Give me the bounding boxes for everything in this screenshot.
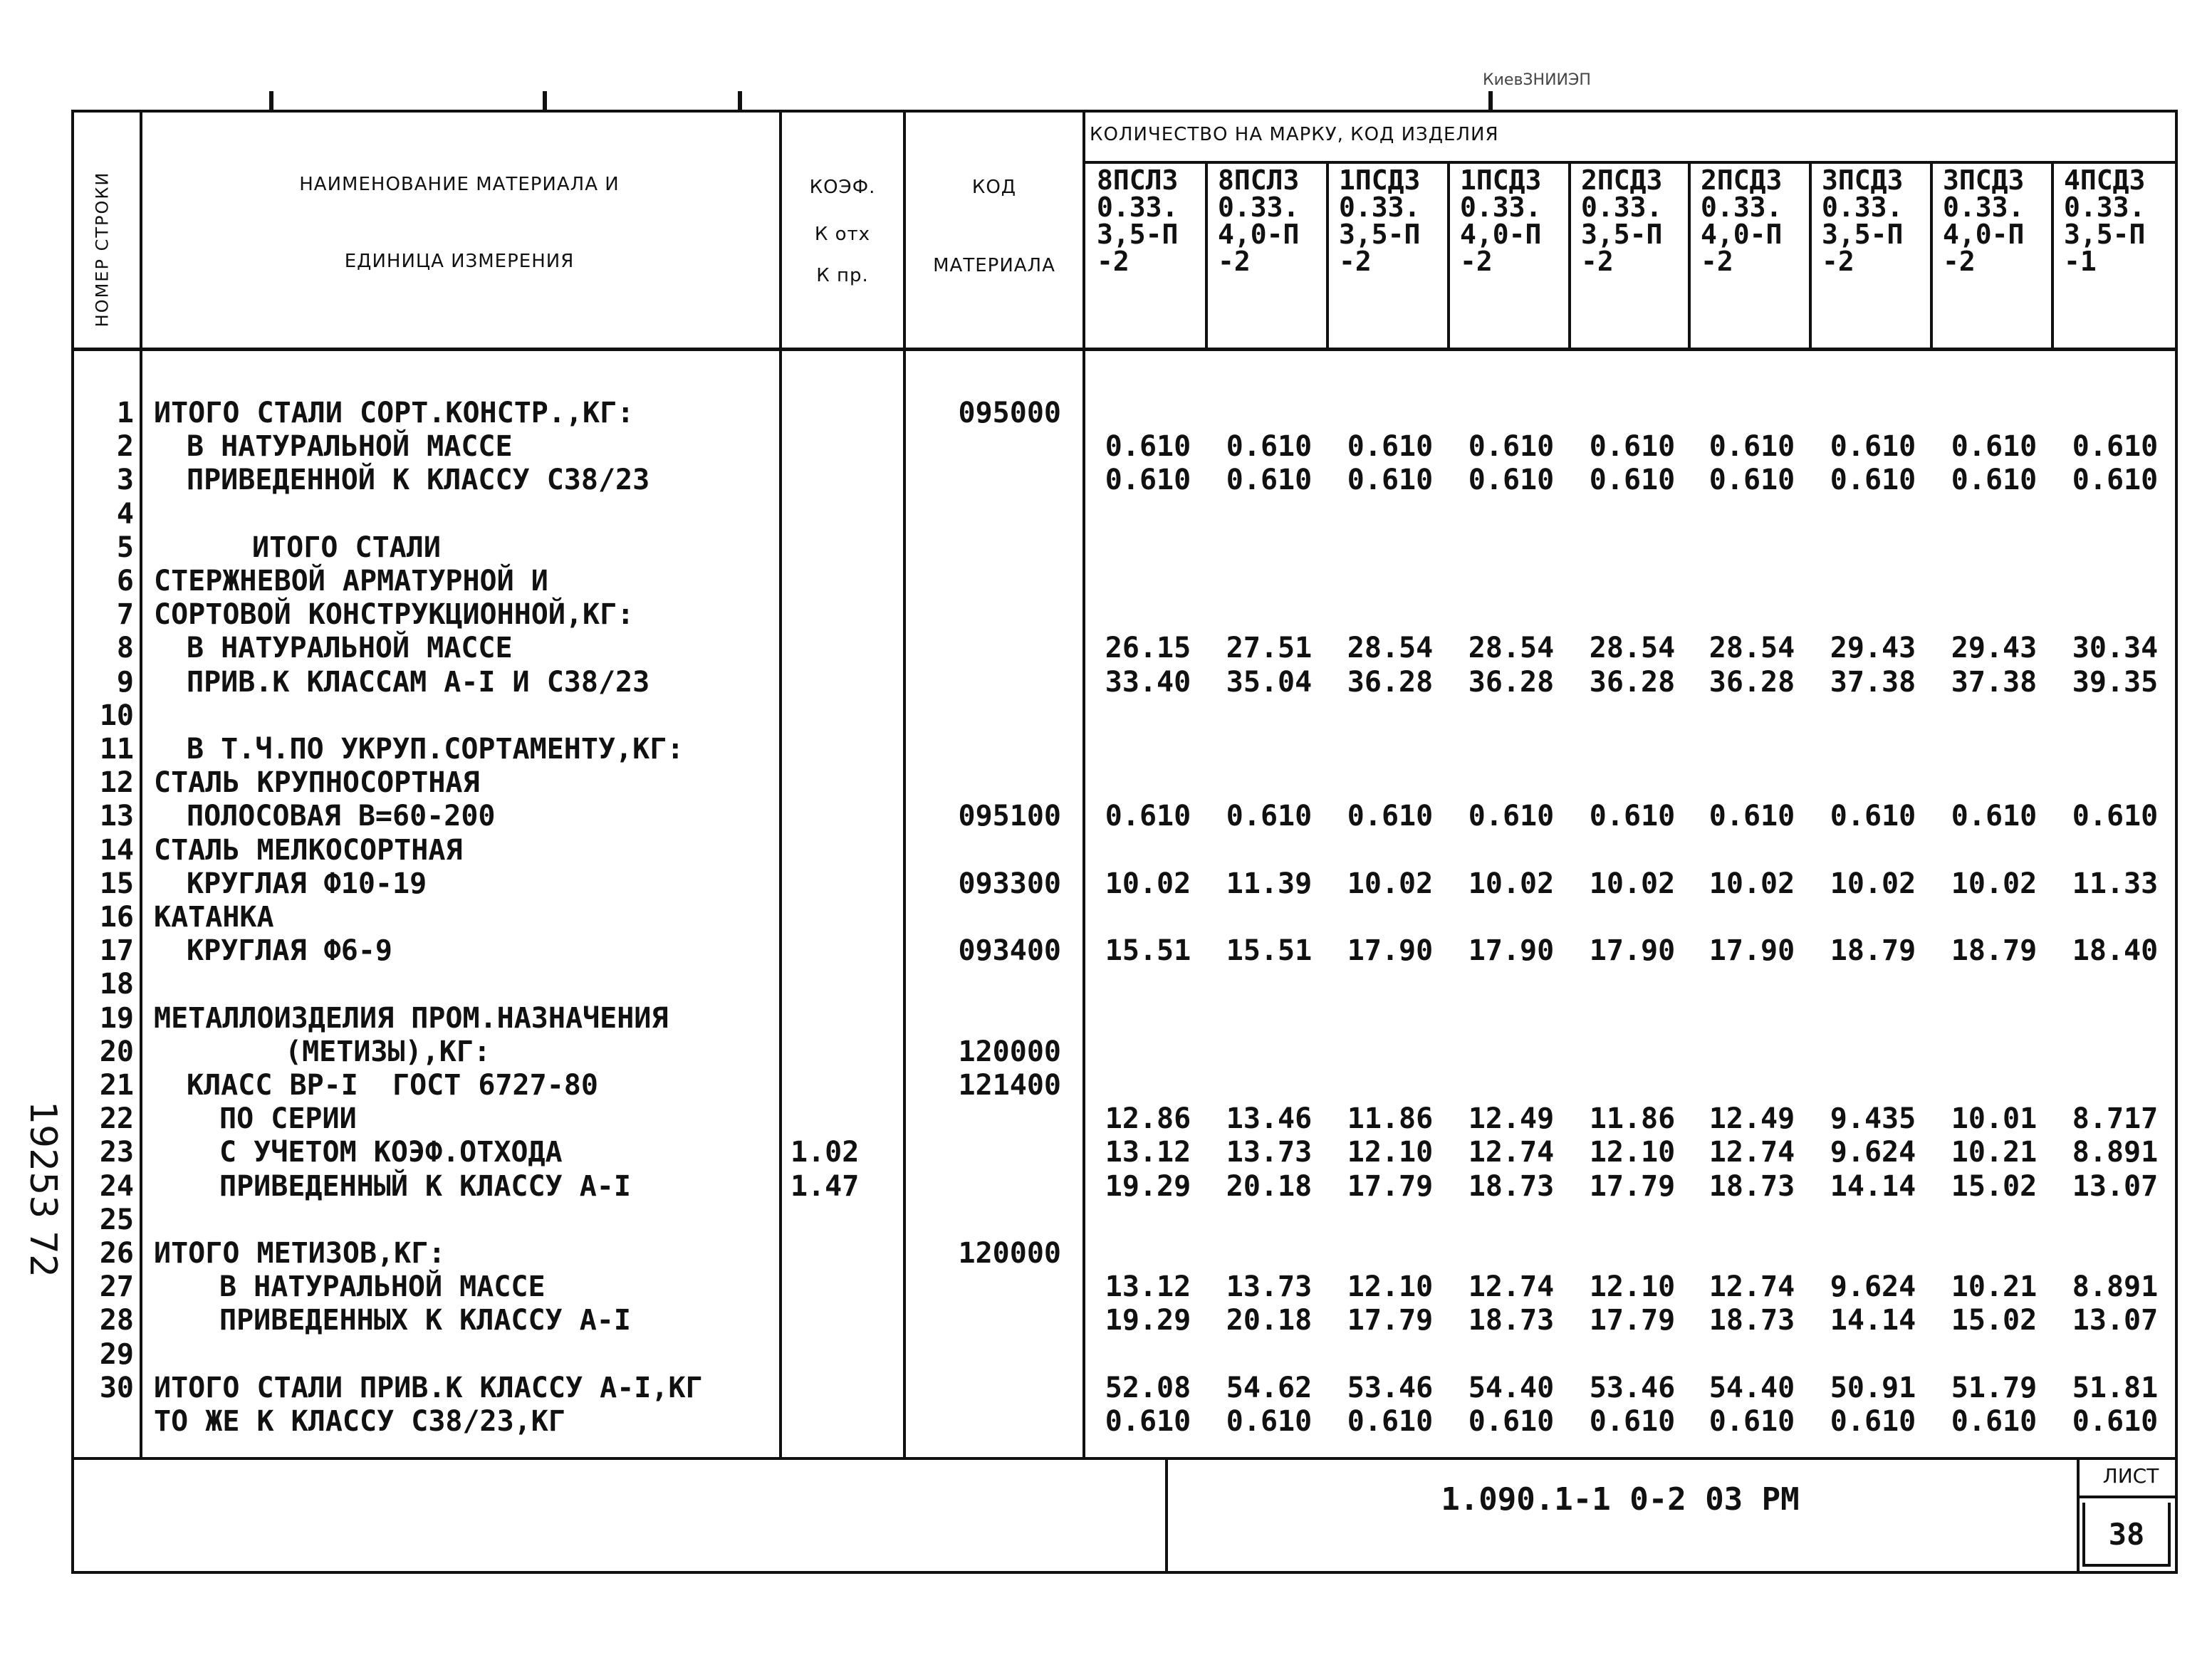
row-number: 24: [99, 1169, 134, 1203]
quantity-value: 19.29: [1105, 1304, 1191, 1337]
quantity-value: 8.717: [2072, 1102, 2159, 1136]
quantity-value: 13.46: [1226, 1102, 1313, 1136]
sheet-box-line: [2082, 1503, 2085, 1567]
product-code: 8ПСЛ3 0.33. 3,5-П -2: [1097, 165, 1179, 277]
row-number: 29: [99, 1337, 134, 1371]
quantity-value: 19.29: [1105, 1169, 1191, 1203]
material-name: ПОЛОСОВАЯ В=60-200: [187, 800, 496, 833]
material-name: В НАТУРАЛЬНОЙ МАССЕ: [187, 632, 513, 665]
material-name: ИТОГО СТАЛИ ПРИВ.К КЛАССУ А-I,КГ: [154, 1371, 703, 1404]
quantity-value: 9.435: [1830, 1102, 1916, 1136]
quantity-value: 0.610: [1468, 430, 1555, 464]
quantity-value: 50.91: [1830, 1371, 1916, 1404]
header-coef-line2: К отх: [814, 224, 871, 245]
quantity-value: 17.90: [1589, 934, 1676, 968]
quantity-value: 9.624: [1830, 1270, 1916, 1304]
quantity-value: 0.610: [1468, 800, 1555, 833]
quantity-value: 33.40: [1105, 665, 1191, 699]
material-name: С УЧЕТОМ КОЭФ.ОТХОДА: [219, 1136, 563, 1169]
row-number: 19: [99, 1001, 134, 1035]
table-row: [0, 1303, 2212, 1337]
product-code: 4ПСД3 0.33. 3,5-П -1: [2064, 165, 2146, 277]
qty-title-divider: [1084, 161, 2178, 164]
quantity-value: 0.610: [2072, 1405, 2159, 1438]
row-number: 21: [99, 1069, 134, 1102]
row-number: 27: [99, 1270, 134, 1304]
quantity-value: 0.610: [1226, 800, 1313, 833]
quantity-value: 35.04: [1226, 665, 1313, 699]
header-name-line1: НАИМЕНОВАНИЕ МАТЕРИАЛА И: [299, 174, 620, 195]
row-number: 9: [116, 665, 134, 699]
header-divider: [71, 348, 2178, 351]
quantity-value: 36.28: [1347, 665, 1434, 699]
table-row: [0, 1068, 2212, 1102]
quantity-value: 10.21: [1951, 1270, 2038, 1304]
material-name: СТАЛЬ МЕЛКОСОРТНАЯ: [154, 833, 463, 867]
header-code-line1: КОД: [971, 177, 1017, 198]
product-code: 3ПСД3 0.33. 3,5-П -2: [1822, 165, 1904, 277]
material-name: СОРТОВОЙ КОНСТРУКЦИОННОЙ,КГ:: [154, 598, 635, 632]
table-row: [0, 934, 2212, 968]
quantity-value: 30.34: [2072, 632, 2159, 665]
quantity-value: 0.610: [1589, 464, 1676, 497]
header-coef-line3: К пр.: [816, 265, 869, 286]
quantity-value: 0.610: [1708, 464, 1795, 497]
table-row: [0, 1337, 2212, 1372]
quantity-value: 9.624: [1830, 1136, 1916, 1169]
quantity-value: 12.10: [1589, 1136, 1676, 1169]
quantity-value: 0.610: [1951, 1405, 2038, 1438]
quantity-value: 18.73: [1468, 1304, 1555, 1337]
table-row: [0, 463, 2212, 497]
table-row: [0, 799, 2212, 833]
quantity-value: 20.18: [1226, 1304, 1313, 1337]
quantity-value: 28.54: [1468, 632, 1555, 665]
material-name: ПРИВ.К КЛАССАМ А-I И С38/23: [187, 665, 650, 699]
quantity-value: 10.01: [1951, 1102, 2038, 1136]
row-number: 15: [99, 867, 134, 900]
quantity-value: 8.891: [2072, 1270, 2159, 1304]
table-row: [0, 1102, 2212, 1136]
table-row: [0, 833, 2212, 867]
quantity-value: 17.90: [1347, 934, 1434, 968]
row-number: 28: [99, 1304, 134, 1337]
material-code: 093300: [958, 867, 1061, 900]
quantity-value: 12.49: [1708, 1102, 1795, 1136]
table-row: [0, 665, 2212, 699]
quantity-value: 15.02: [1951, 1304, 2038, 1337]
inventory-number: 19253 72: [21, 1100, 64, 1278]
material-code: 095000: [958, 397, 1061, 429]
quantity-value: 18.40: [2072, 934, 2159, 968]
material-name: ПО СЕРИИ: [219, 1102, 357, 1136]
table-row: [0, 564, 2212, 598]
material-name: В НАТУРАЛЬНОЙ МАССЕ: [187, 430, 513, 464]
quantity-value: 14.14: [1830, 1304, 1916, 1337]
quantity-value: 0.610: [1226, 1405, 1313, 1438]
quantity-value: 11.86: [1589, 1102, 1676, 1136]
quantity-value: 0.610: [1226, 430, 1313, 464]
quantity-value: 0.610: [1347, 464, 1434, 497]
quantity-value: 0.610: [1951, 464, 2038, 497]
material-code: 120000: [958, 1237, 1061, 1270]
product-code: 1ПСД3 0.33. 3,5-П -2: [1339, 165, 1421, 277]
quantity-value: 0.610: [1589, 800, 1676, 833]
quantity-value: 11.39: [1226, 867, 1313, 900]
row-number: 5: [116, 531, 134, 564]
quantity-value: 18.79: [1951, 934, 2038, 968]
quantity-value: 0.610: [1347, 1405, 1434, 1438]
sheet-label: ЛИСТ: [2102, 1464, 2159, 1488]
row-number: 20: [99, 1035, 134, 1068]
material-code: 120000: [958, 1035, 1061, 1068]
quantity-value: 8.891: [2072, 1136, 2159, 1169]
footer-line: [2077, 1496, 2178, 1498]
quantity-value: 12.74: [1708, 1136, 1795, 1169]
row-number: 17: [99, 934, 134, 968]
material-name: КЛАСС ВР-I ГОСТ 6727-80: [187, 1069, 598, 1102]
quantity-value: 27.51: [1226, 632, 1313, 665]
quantity-value: 36.28: [1708, 665, 1795, 699]
table-row: [0, 1203, 2212, 1237]
quantity-value: 39.35: [2072, 665, 2159, 699]
quantity-value: 11.33: [2072, 867, 2159, 900]
table-row: [0, 699, 2212, 733]
material-name: ТО ЖЕ К КЛАССУ С38/23,КГ: [154, 1405, 565, 1438]
quantity-value: 12.74: [1468, 1136, 1555, 1169]
header-code-line2: МАТЕРИАЛА: [933, 255, 1055, 276]
quantity-value: 0.610: [1589, 1405, 1676, 1438]
quantity-value: 12.10: [1589, 1270, 1676, 1304]
quantity-value: 13.07: [2072, 1304, 2159, 1337]
quantity-value: 0.610: [1468, 1405, 1555, 1438]
quantity-value: 29.43: [1830, 632, 1916, 665]
quantity-value: 52.08: [1105, 1371, 1191, 1404]
material-name: (МЕТИЗЫ),КГ:: [285, 1035, 491, 1068]
quantity-value: 54.40: [1708, 1371, 1795, 1404]
quantity-value: 13.12: [1105, 1270, 1191, 1304]
footer-line: [2077, 1457, 2080, 1574]
row-number: 4: [116, 497, 134, 531]
quantity-value: 29.43: [1951, 632, 2038, 665]
table-row: [0, 1236, 2212, 1270]
row-number: 23: [99, 1136, 134, 1169]
quantity-value: 37.38: [1951, 665, 2038, 699]
quantity-value: 51.79: [1951, 1371, 2038, 1404]
quantity-value: 53.46: [1347, 1371, 1434, 1404]
quantity-value: 17.79: [1589, 1169, 1676, 1203]
binding-mark: [543, 91, 547, 111]
table-row: [0, 766, 2212, 800]
table-row: [0, 396, 2212, 430]
table-row: [0, 531, 2212, 565]
quantity-value: 10.02: [1468, 867, 1555, 900]
quantity-value: 15.51: [1105, 934, 1191, 968]
material-name: КРУГЛАЯ Ф6-9: [187, 934, 392, 968]
header-row-number: НОМЕР СТРОКИ: [92, 171, 112, 328]
quantity-value: 0.610: [2072, 800, 2159, 833]
table-row: [0, 1169, 2212, 1204]
quantity-value: 0.610: [1830, 800, 1916, 833]
quantity-value: 0.610: [1708, 800, 1795, 833]
quantity-value: 20.18: [1226, 1169, 1313, 1203]
organization-stamp: КиевЗНИИЭП: [1483, 71, 1591, 89]
quantity-value: 28.54: [1589, 632, 1676, 665]
material-code: 121400: [958, 1069, 1061, 1102]
quantity-value: 0.610: [1347, 800, 1434, 833]
row-number: 2: [116, 430, 134, 464]
material-name: СТЕРЖНЕВОЙ АРМАТУРНОЙ И: [154, 565, 548, 597]
material-name: ИТОГО СТАЛИ СОРТ.КОНСТР.,КГ:: [154, 397, 635, 429]
material-name: В Т.Ч.ПО УКРУП.СОРТАМЕНТУ,КГ:: [187, 733, 684, 766]
material-name: ПРИВЕДЕННЫЙ К КЛАССУ А-I: [219, 1169, 631, 1203]
row-number: 10: [99, 699, 134, 732]
quantity-value: 28.54: [1708, 632, 1795, 665]
quantity-value: 10.02: [1347, 867, 1434, 900]
material-name: ИТОГО МЕТИЗОВ,КГ:: [154, 1237, 446, 1270]
quantity-value: 0.610: [1708, 1405, 1795, 1438]
quantity-value: 0.610: [1830, 430, 1916, 464]
quantity-value: 0.610: [1105, 430, 1191, 464]
quantity-value: 37.38: [1830, 665, 1916, 699]
quantity-value: 18.73: [1708, 1169, 1795, 1203]
quantity-value: 0.610: [1468, 464, 1555, 497]
material-name: КРУГЛАЯ Ф10-19: [187, 867, 427, 900]
row-number: 22: [99, 1102, 134, 1136]
material-code: 095100: [958, 800, 1061, 833]
row-number: 11: [99, 733, 134, 766]
quantity-value: 0.610: [1105, 800, 1191, 833]
quantity-value: 53.46: [1589, 1371, 1676, 1404]
table-row: [0, 900, 2212, 934]
quantity-value: 15.51: [1226, 934, 1313, 968]
table-row: [0, 1135, 2212, 1169]
coefficient: 1.02: [791, 1136, 860, 1169]
product-code: 1ПСД3 0.33. 4,0-П -2: [1460, 165, 1542, 277]
sheet-box-line: [2168, 1503, 2171, 1567]
row-number: 13: [99, 800, 134, 833]
footer-divider: [71, 1457, 2178, 1460]
quantity-value: 36.28: [1589, 665, 1676, 699]
header-qty-title: КОЛИЧЕСТВО НА МАРКУ, КОД ИЗДЕЛИЯ: [1090, 124, 1499, 145]
quantity-value: 13.07: [2072, 1169, 2159, 1203]
quantity-value: 17.90: [1468, 934, 1555, 968]
product-code: 2ПСД3 0.33. 3,5-П -2: [1581, 165, 1663, 277]
quantity-value: 14.14: [1830, 1169, 1916, 1203]
quantity-value: 12.86: [1105, 1102, 1191, 1136]
quantity-value: 0.610: [1951, 800, 2038, 833]
quantity-value: 12.49: [1468, 1102, 1555, 1136]
quantity-value: 13.12: [1105, 1136, 1191, 1169]
row-number: 12: [99, 766, 134, 800]
row-number: 25: [99, 1203, 134, 1236]
product-code: 3ПСД3 0.33. 4,0-П -2: [1943, 165, 2025, 277]
quantity-value: 51.81: [2072, 1371, 2159, 1404]
table-row: [0, 1035, 2212, 1069]
row-number: 7: [116, 598, 134, 632]
table-row: [0, 1001, 2212, 1035]
material-name: ИТОГО СТАЛИ: [252, 531, 441, 564]
quantity-value: 13.73: [1226, 1270, 1313, 1304]
material-name: КАТАНКА: [154, 901, 274, 934]
quantity-value: 54.40: [1468, 1371, 1555, 1404]
header-coef-line1: КОЭФ.: [809, 177, 876, 198]
coefficient: 1.47: [791, 1169, 860, 1203]
sheet-box-line: [2082, 1564, 2171, 1567]
quantity-value: 12.74: [1468, 1270, 1555, 1304]
document-number: 1.090.1-1 0-2 03 РМ: [1441, 1481, 1800, 1518]
quantity-value: 10.02: [1589, 867, 1676, 900]
table-row: [0, 429, 2212, 464]
quantity-value: 10.02: [1105, 867, 1191, 900]
table-row: [0, 1270, 2212, 1304]
material-name: В НАТУРАЛЬНОЙ МАССЕ: [219, 1270, 546, 1304]
quantity-value: 0.610: [2072, 464, 2159, 497]
binding-mark: [269, 91, 273, 111]
quantity-value: 0.610: [1105, 464, 1191, 497]
quantity-value: 0.610: [1708, 430, 1795, 464]
row-number: 16: [99, 901, 134, 934]
quantity-value: 12.10: [1347, 1136, 1434, 1169]
sheet-number: 38: [2108, 1517, 2145, 1552]
material-name: ПРИВЕДЕННЫХ К КЛАССУ А-I: [219, 1304, 631, 1337]
row-number: 14: [99, 833, 134, 867]
quantity-value: 10.21: [1951, 1136, 2038, 1169]
quantity-value: 10.02: [1951, 867, 2038, 900]
quantity-value: 17.79: [1589, 1304, 1676, 1337]
product-code: 8ПСЛ3 0.33. 4,0-П -2: [1218, 165, 1300, 277]
quantity-value: 10.02: [1708, 867, 1795, 900]
quantity-value: 0.610: [1347, 430, 1434, 464]
quantity-value: 0.610: [1105, 1405, 1191, 1438]
quantity-value: 0.610: [1951, 430, 2038, 464]
material-name: СТАЛЬ КРУПНОСОРТНАЯ: [154, 766, 480, 800]
quantity-value: 12.10: [1347, 1270, 1434, 1304]
quantity-value: 0.610: [2072, 430, 2159, 464]
table-row: [0, 867, 2212, 901]
quantity-value: 18.73: [1708, 1304, 1795, 1337]
table-row: [0, 732, 2212, 766]
row-number: 8: [116, 632, 134, 665]
quantity-value: 12.74: [1708, 1270, 1795, 1304]
table-row: [0, 597, 2212, 632]
quantity-value: 0.610: [1830, 1405, 1916, 1438]
quantity-value: 18.79: [1830, 934, 1916, 968]
quantity-value: 17.79: [1347, 1169, 1434, 1203]
quantity-value: 15.02: [1951, 1169, 2038, 1203]
material-name: МЕТАЛЛОИЗДЕЛИЯ ПРОМ.НАЗНАЧЕНИЯ: [154, 1001, 669, 1035]
header-name-line2: ЕДИНИЦА ИЗМЕРЕНИЯ: [344, 251, 575, 272]
row-number: 30: [99, 1371, 134, 1404]
quantity-value: 0.610: [1589, 430, 1676, 464]
quantity-value: 17.79: [1347, 1304, 1434, 1337]
table-row: [0, 967, 2212, 1001]
row-number: 18: [99, 968, 134, 1001]
binding-mark: [1488, 91, 1493, 111]
material-name: ПРИВЕДЕННОЙ К КЛАССУ С38/23: [187, 464, 650, 497]
material-code: 093400: [958, 934, 1061, 968]
quantity-value: 13.73: [1226, 1136, 1313, 1169]
row-number: 26: [99, 1237, 134, 1270]
quantity-value: 28.54: [1347, 632, 1434, 665]
binding-mark: [738, 91, 742, 111]
quantity-value: 0.610: [1830, 464, 1916, 497]
quantity-value: 54.62: [1226, 1371, 1313, 1404]
quantity-value: 11.86: [1347, 1102, 1434, 1136]
quantity-value: 18.73: [1468, 1169, 1555, 1203]
quantity-value: 26.15: [1105, 632, 1191, 665]
quantity-value: 10.02: [1830, 867, 1916, 900]
table-row: [0, 631, 2212, 665]
row-number: 1: [116, 397, 134, 429]
quantity-value: 17.90: [1708, 934, 1795, 968]
quantity-value: 36.28: [1468, 665, 1555, 699]
row-number: 3: [116, 464, 134, 497]
table-row: [0, 497, 2212, 531]
row-number: 6: [116, 565, 134, 597]
table-row: [0, 1371, 2212, 1405]
table-row: [0, 1404, 2212, 1439]
product-code: 2ПСД3 0.33. 4,0-П -2: [1701, 165, 1783, 277]
quantity-value: 0.610: [1226, 464, 1313, 497]
